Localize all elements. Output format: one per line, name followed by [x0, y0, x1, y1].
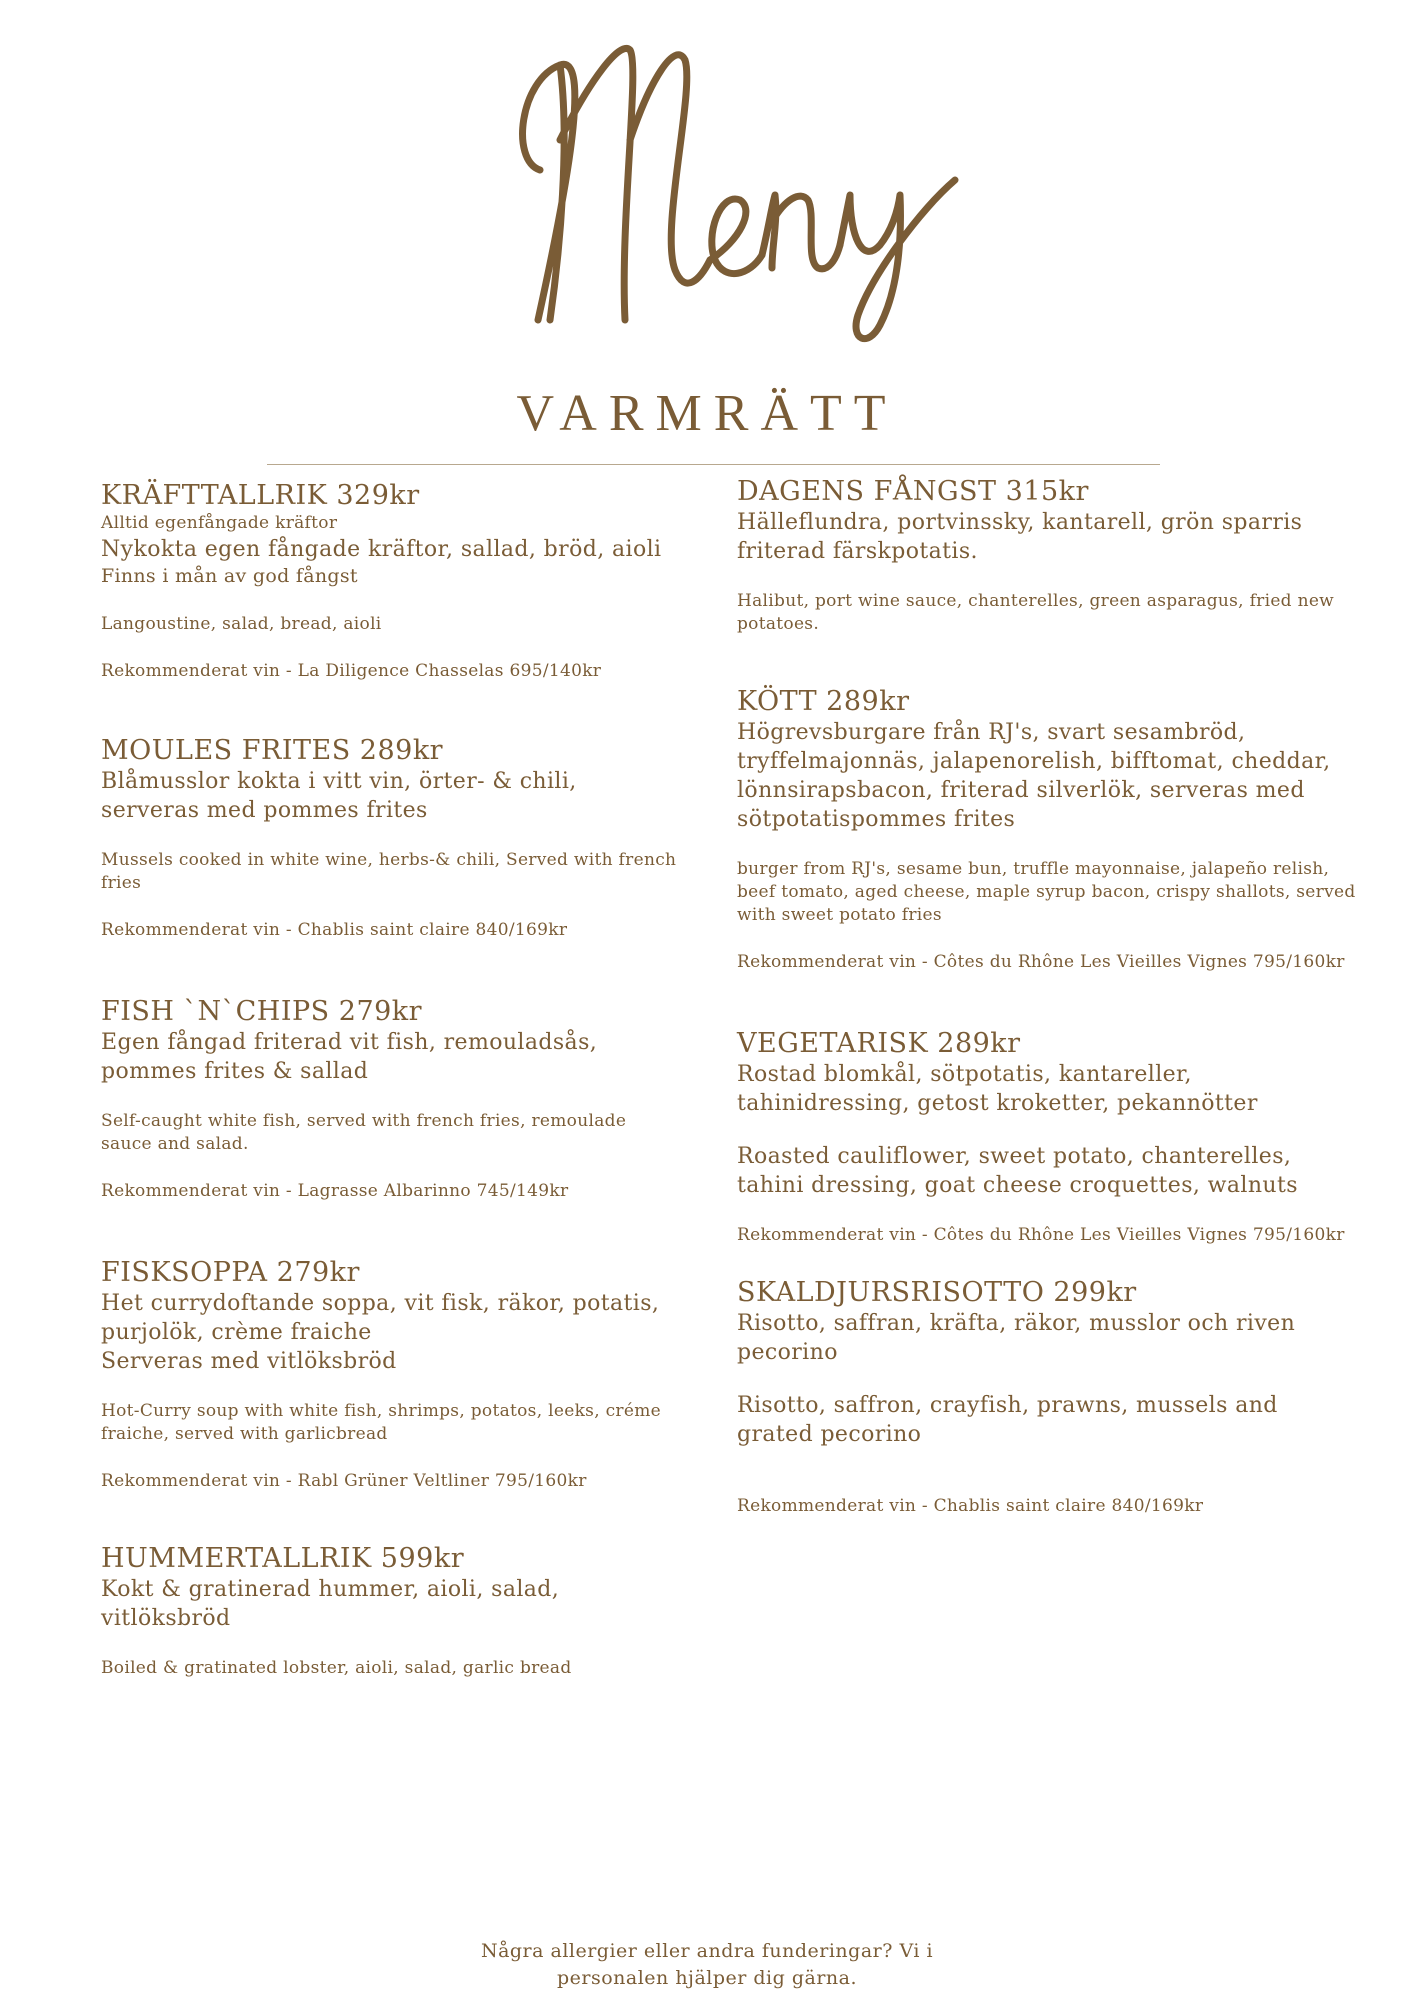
- item-title: DAGENS FÅNGST 315kr: [737, 476, 1089, 507]
- item-wine: Rekommenderat vin - Côtes du Rhône Les Vieilles Vignes 795/160kr: [737, 1225, 1345, 1245]
- item-description-sv-note: Serveras med vitlöksbröd: [101, 1349, 397, 1374]
- item-title: FISH `N`CHIPS 279kr: [101, 996, 423, 1027]
- item-wine: Rekommenderat vin - Chablis saint claire 840/169kr: [101, 920, 568, 940]
- item-description-sv: Rostad blomkål, sötpotatis, kantareller, tahinidressing, getost kroketter, pekannötter: [737, 1062, 1258, 1116]
- item-subtitle: Alltid egenfångade kräftor: [101, 513, 338, 533]
- item-description-sv: Het currydoftande soppa, vit fisk, räkor, potatis, purjolök, crème fraiche: [101, 1291, 660, 1345]
- menu-item: [101, 1543, 681, 1680]
- item-description-en: Langoustine, salad, bread, aioli: [101, 614, 382, 634]
- menu-column-right: [737, 476, 1357, 1564]
- menu-column-left: [101, 480, 681, 1726]
- item-wine: Rekommenderat vin - Rabl Grüner Veltliner 795/160kr: [101, 1471, 587, 1491]
- item-description-en: Mussels cooked in white wine, herbs-& chili, Served with french fries: [101, 850, 677, 893]
- section-heading: VARMRÄTT: [516, 385, 898, 442]
- item-description-sv: Hälleflundra, portvinssky, kantarell, grön sparris friterad färskpotatis.: [737, 510, 1303, 564]
- item-description-en: Risotto, saffron, crayfish, prawns, mussels and grated pecorino: [737, 1393, 1278, 1447]
- item-description-sv: Risotto, saffran, kräfta, räkor, musslor och riven pecorino: [737, 1311, 1296, 1365]
- item-title: MOULES FRITES 289kr: [101, 735, 444, 766]
- item-description-en: burger from RJ's, sesame bun, truffle mayonnaise, jalapeño relish, beef tomato, aged cheese, maple syrup bacon, crispy shallots, served with sweet potato fries: [737, 859, 1356, 925]
- item-description-sv: Kokt & gratinerad hummer, aioli, salad, vitlöksbröd: [101, 1577, 560, 1631]
- item-title: HUMMERTALLRIK 599kr: [101, 1543, 465, 1574]
- item-title: SKALDJURSRISOTTO 299kr: [737, 1277, 1137, 1308]
- item-description-sv-note: Finns i mån av god fångst: [101, 565, 358, 587]
- item-title: FISKSOPPA 279kr: [101, 1257, 360, 1288]
- item-title: KÖTT 289kr: [737, 686, 910, 717]
- item-description-sv: Blåmusslor kokta i vitt vin, örter- & chili, serveras med pommes frites: [101, 769, 577, 823]
- item-title: VEGETARISK 289kr: [737, 1028, 1021, 1059]
- menu-item: [101, 1257, 681, 1493]
- menu-item: [737, 1277, 1357, 1518]
- item-description-en: Hot-Curry soup with white fish, shrimps, potatos, leeks, créme fraiche, served with garlicbread: [101, 1401, 661, 1444]
- menu-item: [101, 480, 681, 683]
- item-description-en: Halibut, port wine sauce, chanterelles, green asparagus, fried new potatoes.: [737, 591, 1335, 634]
- item-title: KRÄFTTALLRIK 329kr: [101, 480, 420, 511]
- item-description-en: Self-caught white fish, served with french fries, remoulade sauce and salad.: [101, 1111, 627, 1154]
- item-description-sv: Högrevsburgare från RJ's, svart sesambröd, tryffelmajonnäs, jalapenorelish, bifftomat, cheddar, lönnsirapsbacon, friterad silverlök, serveras med sötpotatispommes frites: [737, 720, 1331, 832]
- footer-text: Några allergier eller andra funderingar? Vi i personalen hjälper dig gärna.: [480, 1940, 934, 1989]
- menu-item: [737, 686, 1357, 974]
- item-description-sv: Nykokta egen fångade kräftor, sallad, bröd, aioli: [101, 537, 662, 562]
- item-description-sv: Egen fångad friterad vit fish, remouladsås, pommes frites & sallad: [101, 1030, 598, 1084]
- item-wine: Rekommenderat vin - Chablis saint claire 840/169kr: [737, 1496, 1204, 1516]
- item-description-en: Boiled & gratinated lobster, aioli, salad, garlic bread: [101, 1658, 572, 1678]
- menu-item: [101, 996, 681, 1203]
- item-wine: Rekommenderat vin - La Diligence Chasselas 695/140kr: [101, 661, 602, 681]
- item-description-en: Roasted cauliflower, sweet potato, chanterelles, tahini dressing, goat cheese croquettes, walnuts: [737, 1144, 1298, 1198]
- menu-item: [737, 1028, 1357, 1247]
- footer-note: [0, 1938, 1414, 1992]
- divider: [267, 464, 1160, 465]
- menu-item: [101, 735, 681, 942]
- meny-script-logo: [500, 20, 960, 350]
- item-wine: Rekommenderat vin - Côtes du Rhône Les Vieilles Vignes 795/160kr: [737, 952, 1345, 972]
- menu-item: [737, 476, 1357, 636]
- item-wine: Rekommenderat vin - Lagrasse Albarinno 745/149kr: [101, 1181, 569, 1201]
- page-title: [500, 20, 960, 350]
